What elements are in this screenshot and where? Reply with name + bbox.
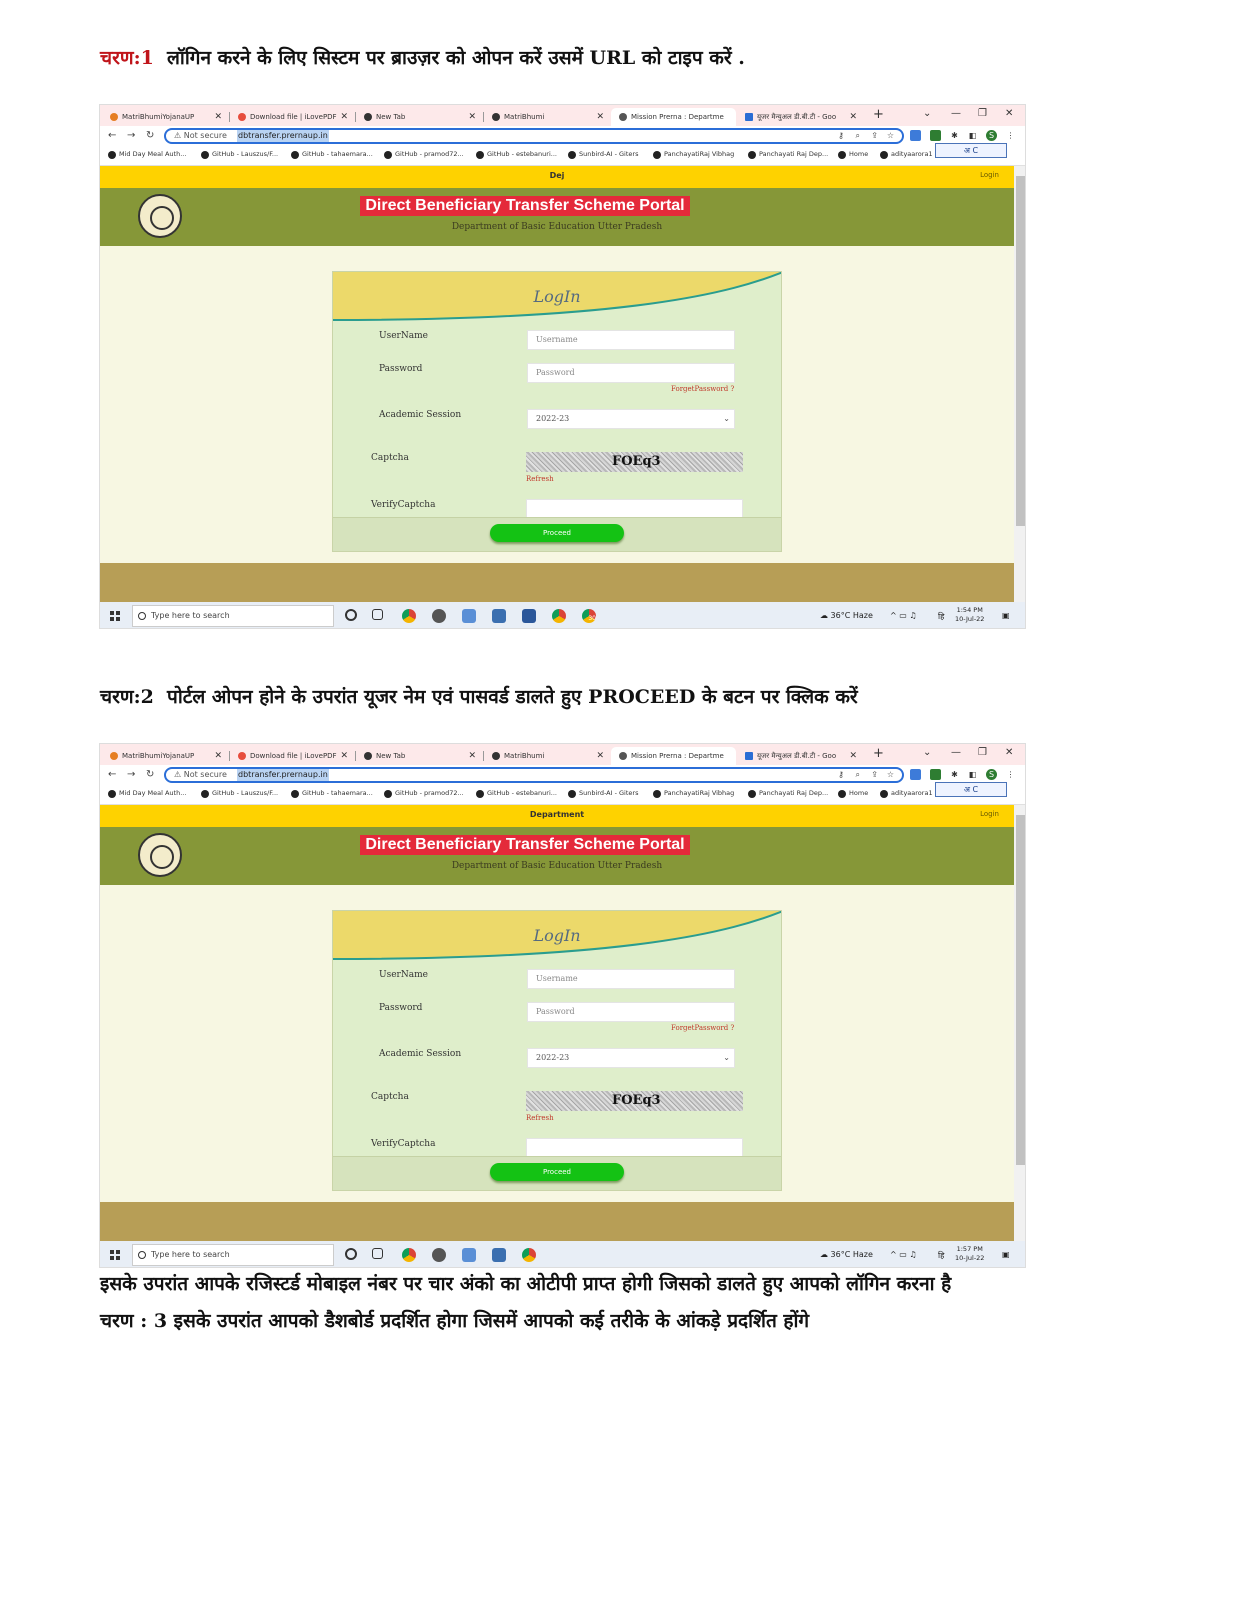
menu-icon[interactable]: ⋮ — [1006, 131, 1015, 140]
captcha-label: Captcha — [371, 1092, 409, 1102]
browser-tab-bar — [100, 744, 1025, 765]
step-2-text: पोर्टल ओपन होने के उपरांत यूजर नेम एवं पासवर्ड डालते हुए PROCEED के बटन पर क्लिक करें — [167, 686, 858, 708]
screenshot-2 — [99, 743, 1026, 1268]
password-label: Password — [379, 1003, 423, 1013]
browser-tab-bar — [100, 105, 1025, 126]
tab-search-icon[interactable]: ⌄ — [923, 747, 932, 758]
zoom-icon[interactable]: ⌕ — [855, 770, 860, 779]
captcha-image: FOEq3 — [526, 452, 743, 472]
bookmark-star-icon[interactable]: ☆ — [886, 770, 894, 779]
weather-widget[interactable]: ☁ 36°C Haze — [820, 611, 873, 620]
minimize-icon[interactable]: — — [951, 747, 961, 758]
minimize-icon[interactable]: — — [951, 108, 961, 119]
tab-title: MatriBhumi — [504, 113, 545, 121]
bookmark-item[interactable]: adityaarora1 — [880, 789, 933, 797]
reload-icon[interactable]: ↻ — [146, 130, 155, 141]
avatar[interactable]: S — [986, 769, 997, 780]
task-view-icon[interactable] — [372, 609, 383, 620]
login-card-header — [333, 272, 781, 322]
tab-title: MatriBhumiYojanaUP — [122, 113, 195, 121]
settings-icon[interactable] — [432, 1248, 446, 1262]
tab-title: यूजर मैन्युअल डी.बी.टी - Goo — [757, 113, 837, 121]
username-label: UserName — [379, 970, 428, 980]
url-text[interactable]: dbtransfer.prernaup.in — [238, 770, 328, 779]
chrome-profile-icon[interactable] — [552, 609, 566, 623]
forget-password-link[interactable]: ForgetPassword ? — [671, 1024, 735, 1032]
chrome-profile-icon[interactable] — [522, 1248, 536, 1262]
verify-captcha-input[interactable] — [526, 1138, 743, 1158]
share-icon[interactable]: ⇪ — [871, 770, 878, 779]
chrome-icon[interactable] — [402, 1248, 416, 1262]
browser-tab[interactable] — [356, 108, 482, 126]
step-2-label: चरण:2 — [100, 686, 154, 708]
word-icon[interactable] — [522, 609, 536, 623]
department-link[interactable]: Department — [529, 810, 585, 819]
taskbar-clock[interactable]: 1:54 PM 10-Jul-22 — [955, 606, 985, 623]
step-1-heading — [100, 44, 745, 70]
tab-favicon-icon — [745, 113, 753, 121]
browser-tab[interactable] — [102, 108, 228, 126]
browser-tab-active[interactable] — [611, 747, 736, 765]
avatar[interactable]: S — [986, 130, 997, 141]
tab-title: New Tab — [376, 113, 406, 121]
password-label: Password — [379, 364, 423, 374]
taskbar-clock[interactable]: 1:57 PM 10-Jul-22 — [955, 1245, 985, 1262]
bookmark-item[interactable]: adityaarora1 — [880, 150, 933, 158]
bookmark-item[interactable]: GitHub - Lauszus/F... — [201, 150, 278, 158]
session-select[interactable] — [527, 1048, 735, 1068]
tab-title: यूजर मैन्युअल डी.बी.टी - Goo — [757, 752, 837, 760]
weather-widget[interactable]: ☁ 36°C Haze — [820, 1250, 873, 1259]
portal-banner — [100, 188, 1014, 246]
captcha-image: FOEq3 — [526, 1091, 743, 1111]
step-3-text: चरण : 3 इसके उपरांत आपको डैशबोर्ड प्रदर्शित होगा जिसमें आपको कई तरीके के आंकड़े प्रदर्शित होंगे — [100, 1310, 810, 1332]
chrome-icon[interactable] — [402, 609, 416, 623]
captcha-label: Captcha — [371, 453, 409, 463]
login-card — [332, 910, 782, 1191]
chevron-down-icon: ⌄ — [723, 414, 730, 423]
menu-icon[interactable]: ⋮ — [1006, 770, 1015, 779]
not-secure-label: ⚠ Not secure — [174, 131, 227, 140]
bookmark-item[interactable]: GitHub - estebanuri... — [476, 150, 557, 158]
refresh-captcha-link[interactable]: Refresh — [526, 1114, 554, 1122]
address-bar-row — [100, 765, 1025, 786]
bookmark-item[interactable]: Home — [838, 789, 868, 797]
close-icon[interactable]: ✕ — [340, 112, 348, 122]
windows-taskbar — [100, 602, 1025, 629]
taskbar-search[interactable]: Type here to search — [132, 605, 334, 627]
scrollbar-thumb[interactable] — [1016, 176, 1025, 526]
new-tab-button[interactable]: + — [873, 107, 884, 122]
windows-start-icon[interactable] — [110, 1250, 120, 1260]
new-tab-button[interactable]: + — [873, 746, 884, 761]
extension-icon[interactable] — [910, 769, 921, 780]
app-icon[interactable] — [462, 609, 476, 623]
forward-icon[interactable]: → — [127, 130, 136, 141]
top-strip — [100, 166, 1014, 188]
bookmark-item[interactable]: GitHub - tahaemara... — [291, 789, 373, 797]
portal-banner — [100, 827, 1014, 885]
bookmark-item[interactable]: Home — [838, 150, 868, 158]
tray-icons[interactable]: ^ ▭ ♫ — [890, 611, 917, 620]
tab-title: MatriBhumi — [504, 752, 545, 760]
portal-title: Direct Beneficiary Transfer Scheme Portal — [360, 196, 690, 216]
task-view-icon[interactable] — [372, 1248, 383, 1259]
otp-instruction: इसके उपरांत आपके रजिस्टर्ड मोबाइल नंबर पर चार अंको का ओटीपी प्राप्त होगी जिसको डालते हुए आपको लॉगिन करना है — [100, 1273, 952, 1295]
portal-page — [100, 805, 1014, 1241]
settings-icon[interactable] — [432, 609, 446, 623]
portal-subtitle: Department of Basic Education Utter Pradesh — [451, 222, 663, 232]
step-2-heading — [100, 683, 858, 709]
bookmark-item[interactable]: GitHub - pramod72... — [384, 789, 464, 797]
tab-favicon-icon — [110, 113, 118, 121]
session-label: Academic Session — [379, 410, 462, 420]
reload-icon[interactable]: ↻ — [146, 769, 155, 780]
bookmark-item[interactable]: GitHub - estebanuri... — [476, 789, 557, 797]
url-text[interactable]: dbtransfer.prernaup.in — [238, 131, 328, 140]
bookmark-item[interactable]: Sunbird-AI - Giters — [568, 150, 638, 158]
taskbar-search[interactable]: Type here to search — [132, 1244, 334, 1266]
cortana-icon[interactable] — [345, 609, 357, 621]
portal-footer — [100, 1202, 1014, 1241]
session-value: 2022-23 — [536, 1053, 570, 1062]
forget-password-link[interactable]: ForgetPassword ? — [671, 385, 735, 393]
proceed-button[interactable]: Proceed — [490, 1163, 624, 1181]
windows-start-icon[interactable] — [110, 611, 120, 621]
tab-favicon-icon — [492, 752, 500, 760]
password-input[interactable]: Password — [527, 1002, 735, 1022]
language-toolbar[interactable]: अ C — [935, 143, 1007, 158]
address-bar-row — [100, 126, 1025, 147]
extension-icon[interactable] — [930, 769, 941, 780]
bookmark-item[interactable]: Mid Day Meal Auth... — [108, 789, 186, 797]
puzzle-icon[interactable]: ✱ — [951, 770, 958, 779]
session-select[interactable] — [527, 409, 735, 429]
restore-icon[interactable]: ❐ — [978, 747, 987, 758]
tab-search-icon[interactable]: ⌄ — [923, 108, 932, 119]
login-card-header — [333, 911, 781, 961]
tray-icons[interactable]: ^ ▭ ♫ — [890, 1250, 917, 1259]
cortana-icon[interactable] — [345, 1248, 357, 1260]
portal-subtitle: Department of Basic Education Utter Pradesh — [451, 861, 663, 871]
login-title: LogIn — [533, 287, 581, 306]
portal-footer — [100, 563, 1014, 602]
zoom-icon[interactable]: ⌕ — [855, 131, 860, 140]
tab-title: Mission Prerna : Departme — [631, 752, 724, 760]
tab-favicon-icon — [238, 752, 246, 760]
username-input[interactable]: Username — [527, 330, 735, 350]
app-icon[interactable] — [462, 1248, 476, 1262]
login-card-footer — [333, 1156, 781, 1190]
step-1-label: चरण:1 — [100, 47, 154, 69]
password-input[interactable]: Password — [527, 363, 735, 383]
calculator-icon[interactable] — [492, 609, 506, 623]
sidepanel-icon[interactable]: ◧ — [968, 131, 977, 140]
sidepanel-icon[interactable]: ◧ — [968, 770, 977, 779]
extension-icon[interactable] — [930, 130, 941, 141]
tab-favicon-icon — [745, 752, 753, 760]
url-bar[interactable] — [164, 128, 904, 144]
tab-title: Download file | iLovePDF — [250, 113, 337, 121]
forward-icon[interactable]: → — [127, 769, 136, 780]
tab-favicon-icon — [238, 113, 246, 121]
tab-favicon-icon — [492, 113, 500, 121]
tab-title: New Tab — [376, 752, 406, 760]
tab-favicon-icon — [619, 752, 627, 760]
back-icon[interactable]: ← — [108, 130, 117, 141]
bookmark-item[interactable]: GitHub - tahaemara... — [291, 150, 373, 158]
screenshot-1 — [99, 104, 1026, 629]
bookmarks-bar — [100, 147, 1025, 166]
close-icon[interactable]: ✕ — [340, 751, 348, 761]
bookmark-star-icon[interactable]: ☆ — [886, 131, 894, 140]
login-card-footer — [333, 517, 781, 551]
browser-tab[interactable] — [484, 108, 610, 126]
browser-tab[interactable] — [230, 747, 354, 765]
chrome-badge-icon[interactable]: 30 — [582, 609, 596, 623]
bookmark-item[interactable]: GitHub - Lauszus/F... — [201, 789, 278, 797]
scrollbar-thumb[interactable] — [1016, 815, 1025, 1165]
verify-captcha-label: VerifyCaptcha — [371, 500, 436, 510]
close-window-icon[interactable]: ✕ — [1005, 108, 1014, 119]
windows-taskbar — [100, 1241, 1025, 1268]
browser-tab[interactable] — [356, 747, 482, 765]
language-indicator[interactable]: हि — [938, 612, 945, 621]
scrollbar[interactable] — [1014, 166, 1026, 602]
back-icon[interactable]: ← — [108, 769, 117, 780]
tab-title: MatriBhumiYojanaUP — [122, 752, 195, 760]
close-icon[interactable]: ✕ — [849, 751, 857, 761]
browser-tab[interactable] — [102, 747, 228, 765]
calculator-icon[interactable] — [492, 1248, 506, 1262]
tab-favicon-icon — [364, 752, 372, 760]
login-link[interactable]: Login — [980, 810, 999, 818]
close-icon[interactable]: ✕ — [214, 112, 222, 122]
login-title: LogIn — [533, 926, 581, 945]
chevron-down-icon: ⌄ — [723, 1053, 730, 1062]
login-card — [332, 271, 782, 552]
language-toolbar[interactable]: अ C — [935, 782, 1007, 797]
notification-icon[interactable]: ▣ — [1002, 1250, 1010, 1259]
close-icon[interactable]: ✕ — [596, 751, 604, 761]
top-strip — [100, 805, 1014, 827]
bookmark-item[interactable]: PanchayatiRaj Vibhag — [653, 789, 734, 797]
verify-captcha-input[interactable] — [526, 499, 743, 519]
close-icon[interactable]: ✕ — [468, 112, 476, 122]
close-icon[interactable]: ✕ — [468, 751, 476, 761]
extension-icon[interactable] — [910, 130, 921, 141]
url-bar[interactable] — [164, 767, 904, 783]
share-icon[interactable]: ⇪ — [871, 131, 878, 140]
session-label: Academic Session — [379, 1049, 462, 1059]
username-label: UserName — [379, 331, 428, 341]
close-icon[interactable]: ✕ — [849, 112, 857, 122]
bookmark-item[interactable]: Panchayati Raj Dep... — [748, 150, 828, 158]
username-input[interactable]: Username — [527, 969, 735, 989]
department-link[interactable]: Dej — [549, 171, 565, 180]
scrollbar[interactable] — [1014, 805, 1026, 1241]
tab-favicon-icon — [364, 113, 372, 121]
portal-page — [100, 166, 1014, 602]
tab-favicon-icon — [619, 113, 627, 121]
browser-tab-active[interactable] — [611, 108, 736, 126]
portal-title: Direct Beneficiary Transfer Scheme Portal — [360, 835, 690, 855]
browser-tab[interactable] — [230, 108, 354, 126]
browser-tab[interactable] — [737, 747, 863, 765]
bookmark-item[interactable]: GitHub - pramod72... — [384, 150, 464, 158]
bookmarks-bar — [100, 786, 1025, 805]
tab-favicon-icon — [110, 752, 118, 760]
tab-title: Download file | iLovePDF — [250, 752, 337, 760]
puzzle-icon[interactable]: ✱ — [951, 131, 958, 140]
close-icon[interactable]: ✕ — [596, 112, 604, 122]
bookmark-item[interactable]: PanchayatiRaj Vibhag — [653, 150, 734, 158]
proceed-button[interactable]: Proceed — [490, 524, 624, 542]
close-icon[interactable]: ✕ — [214, 751, 222, 761]
key-icon[interactable]: ⚷ — [838, 770, 844, 779]
session-value: 2022-23 — [536, 414, 570, 423]
key-icon[interactable]: ⚷ — [838, 131, 844, 140]
refresh-captcha-link[interactable]: Refresh — [526, 475, 554, 483]
tab-title: Mission Prerna : Departme — [631, 113, 724, 121]
bookmark-item[interactable]: Mid Day Meal Auth... — [108, 150, 186, 158]
browser-tab[interactable] — [737, 108, 863, 126]
bookmark-item[interactable]: Sunbird-AI - Giters — [568, 789, 638, 797]
browser-tab[interactable] — [484, 747, 610, 765]
restore-icon[interactable]: ❐ — [978, 108, 987, 119]
step-1-text: लॉगिन करने के लिए सिस्टम पर ब्राउज़र को ओपन करें उसमें URL को टाइप करें . — [167, 47, 745, 69]
notification-icon[interactable]: ▣ — [1002, 611, 1010, 620]
close-window-icon[interactable]: ✕ — [1005, 747, 1014, 758]
not-secure-label: ⚠ Not secure — [174, 770, 227, 779]
verify-captcha-label: VerifyCaptcha — [371, 1139, 436, 1149]
language-indicator[interactable]: हि — [938, 1251, 945, 1260]
bookmark-item[interactable]: Panchayati Raj Dep... — [748, 789, 828, 797]
login-link[interactable]: Login — [980, 171, 999, 179]
